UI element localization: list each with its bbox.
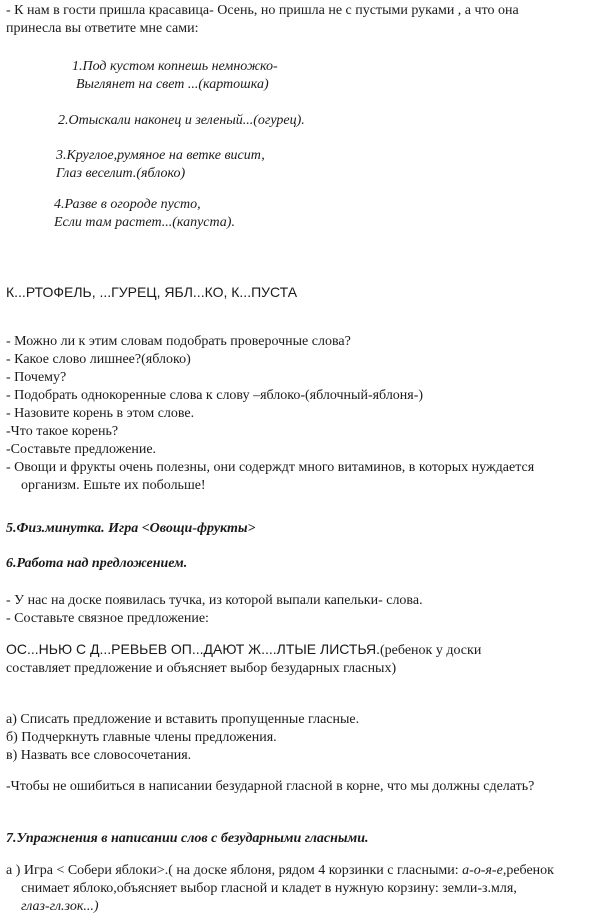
question-1: - Можно ли к этим словам подобрать проверочные слова? xyxy=(6,334,351,349)
intro-line-1: - К нам в гости пришла красавица- Осень, но пришла не с пустыми руками , а что она xyxy=(6,3,519,18)
riddle-1-line-1: 1.Под кустом копнешь немножко- xyxy=(72,59,278,74)
section-6-line-1: - У нас на доске появилась тучка, из которой выпали капельки- слова. xyxy=(6,593,423,608)
section-7-a-end: ,ребенок xyxy=(502,863,554,878)
section-6-intro xyxy=(6,592,596,628)
intro-paragraph xyxy=(6,2,596,38)
question-2: - Какое слово лишнее?(яблоко) xyxy=(6,352,191,367)
task-c: в) Назвать все словосочетания. xyxy=(6,748,192,763)
riddle-3-line-1: 3.Круглое,румяное на ветке висит, xyxy=(56,148,265,163)
words-with-gaps: К...РТОФЕЛЬ, ...ГУРЕЦ, ЯБЛ...КО, К...ПУСТА xyxy=(6,284,298,300)
final-question: -Чтобы не ошибиться в написании безударной гласной в корне, что мы должны сделать? xyxy=(6,779,535,794)
section-6-line-2: - Составьте связное предложение: xyxy=(6,611,209,626)
riddle-1-line-2: Выглянет на свет ...(картошка) xyxy=(76,77,269,92)
section-5-title: 5.Физ.минутка. Игра <Овощи-фрукты> xyxy=(6,521,256,536)
section-7-a-line-2: снимает яблоко,объясняет выбор гласной и кладет в нужную корзину: земли-з.мля, xyxy=(21,881,517,896)
riddle-1 xyxy=(72,58,572,94)
question-8-cont: организм. Ешьте их побольше! xyxy=(21,478,206,493)
section-7-a-line-3: глаз-гл.зок...) xyxy=(21,899,99,914)
riddle-3 xyxy=(56,147,556,183)
intro-line-2: принесла вы ответите мне сами: xyxy=(6,21,199,36)
riddle-2 xyxy=(58,112,558,130)
sentence-exercise xyxy=(6,640,596,678)
section-7-title: 7.Упражнения в написании слов с безударными гласными. xyxy=(6,831,369,846)
riddle-4 xyxy=(54,196,554,232)
sentence-note-2: составляет предложение и объясняет выбор безударных гласных) xyxy=(6,661,397,676)
riddle-4-line-1: 4.Разве в огороде пусто, xyxy=(54,197,201,212)
questions-list xyxy=(6,333,596,495)
question-4: - Подобрать однокоренные слова к слову –яблоко-(яблочный-яблоня-) xyxy=(6,388,424,403)
task-b: б) Подчеркнуть главные члены предложения. xyxy=(6,730,277,745)
riddle-3-line-2: Глаз веселит.(яблоко) xyxy=(56,166,186,181)
question-8: - Овощи и фрукты очень полезны, они содерждт много витаминов, в которых нуждается xyxy=(6,460,535,475)
question-7: -Составьте предложение. xyxy=(6,442,157,457)
section-7-a-start: а ) Игра < Собери яблоки>.( на доске яблоня, рядом 4 корзинки с гласными: xyxy=(6,863,463,878)
section-6-title: 6.Работа над предложением. xyxy=(6,556,188,571)
question-5: - Назовите корень в этом слове. xyxy=(6,406,195,421)
sentence-with-gaps: ОС...НЬЮ С Д...РЕВЬЕВ ОП...ДАЮТ Ж....ЛТЫЕ ЛИСТЬЯ. xyxy=(6,641,381,657)
task-a: а) Списать предложение и вставить пропущенные гласные. xyxy=(6,712,360,727)
section-7-a-vowels: а-о-я-е xyxy=(462,863,503,878)
riddle-4-line-2: Если там растет...(капуста). xyxy=(54,215,235,230)
section-7-item-a xyxy=(6,862,596,916)
question-3: - Почему? xyxy=(6,370,67,385)
sentence-note-1: (ребенок у доски xyxy=(380,643,482,658)
tasks-list xyxy=(6,711,596,765)
riddle-2-line-1: 2.Отыскали наконец и зеленый...(огурец). xyxy=(58,113,305,128)
question-6: -Что такое корень? xyxy=(6,424,119,439)
